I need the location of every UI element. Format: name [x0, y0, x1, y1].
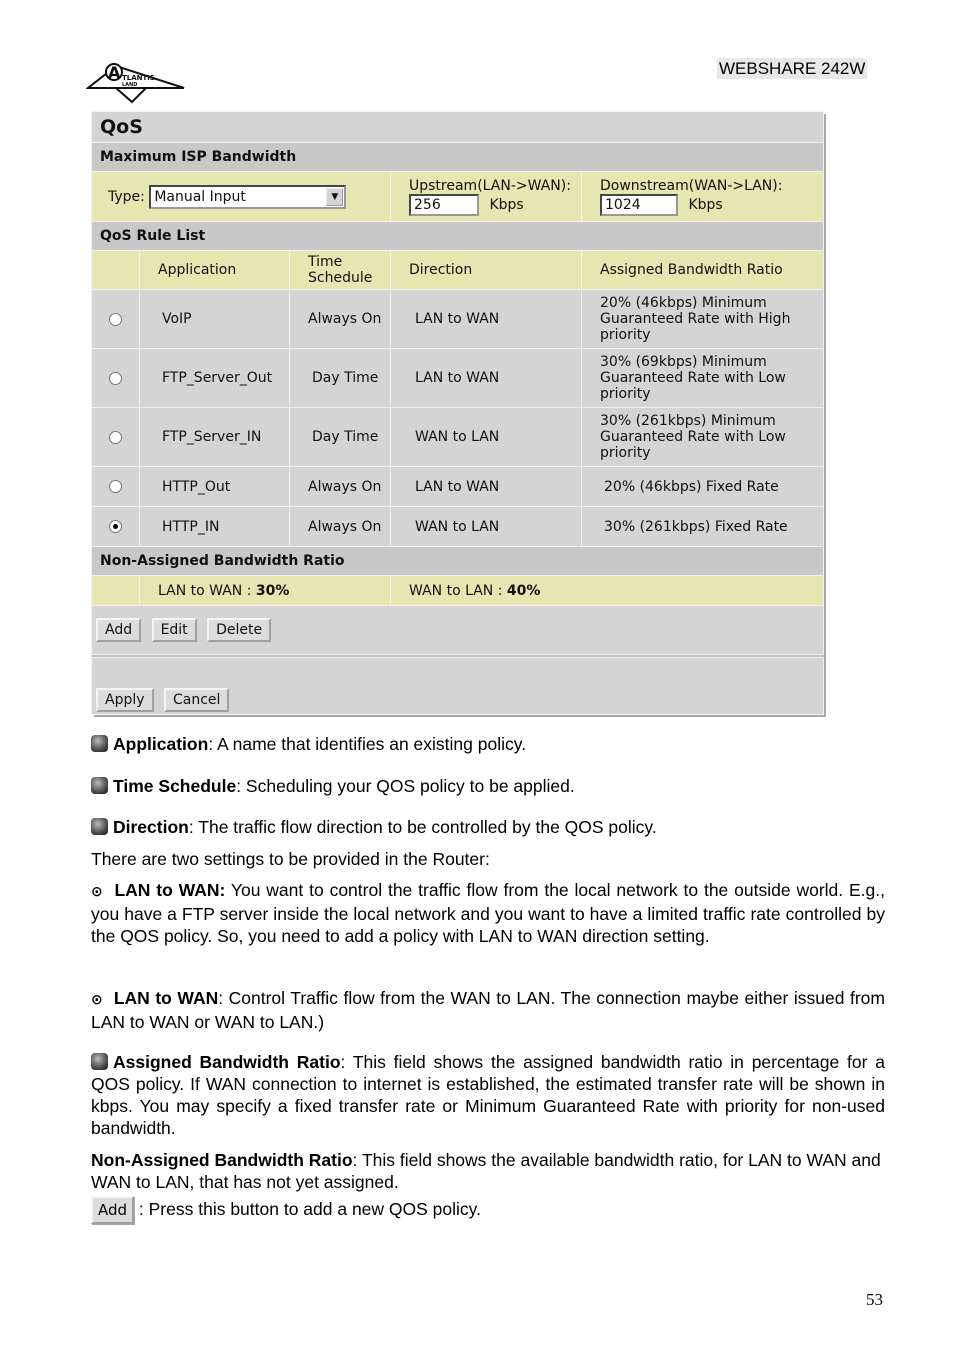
- rule-ratio: 30% (69kbps) Minimum Guaranteed Rate with Low priority: [582, 349, 824, 408]
- rule-radio[interactable]: [109, 480, 122, 493]
- round-bullet-icon: [91, 777, 108, 794]
- add-button-note: Add : Press this button to add a new QOS policy.: [91, 1196, 885, 1224]
- svg-text:LAND: LAND: [122, 82, 138, 88]
- rule-ratio: 30% (261kbps) Fixed Rate: [582, 507, 824, 547]
- rule-application: FTP_Server_Out: [140, 349, 290, 408]
- application-description: Application: A name that identifies an existing policy.: [91, 733, 885, 755]
- column-header: Application: [140, 251, 290, 290]
- rule-radio[interactable]: [109, 313, 122, 326]
- rule-application: VoIP: [140, 290, 290, 349]
- round-bullet-icon: [91, 735, 108, 752]
- table-row[interactable]: [92, 290, 824, 349]
- non-assigned-paragraph: Non-Assigned Bandwidth Ratio: This field shows the available bandwidth ratio, for LAN to WAN and WAN to LAN, that has not yet assigned.: [91, 1150, 881, 1192]
- rule-schedule: Day Time: [290, 349, 391, 408]
- two-settings-text: There are two settings to be provided in the Router:: [91, 849, 490, 869]
- panel-title: QoS: [92, 112, 824, 143]
- apply-button[interactable]: Apply: [96, 688, 154, 712]
- column-header: Direction: [391, 251, 582, 290]
- qos-rule-list-heading: QoS Rule List: [92, 222, 824, 251]
- edit-button[interactable]: Edit: [152, 618, 197, 642]
- round-bullet-icon: [91, 818, 108, 835]
- rule-application: FTP_Server_IN: [140, 408, 290, 467]
- rule-radio[interactable]: [109, 372, 122, 385]
- circle-dot-bullet-icon: ⊙: [91, 992, 103, 1008]
- rule-table-header: [92, 251, 824, 290]
- type-label: Type:: [108, 188, 145, 205]
- cancel-button[interactable]: Cancel: [164, 688, 229, 712]
- select-column-header: [92, 251, 140, 290]
- rule-schedule: Always On: [290, 467, 391, 507]
- table-row[interactable]: [92, 467, 824, 507]
- non-assigned-wan-to-lan: WAN to LAN : 40%: [391, 576, 824, 606]
- downstream-input[interactable]: 1024: [600, 194, 678, 216]
- upstream-unit: Kbps: [489, 196, 524, 213]
- table-row[interactable]: [92, 408, 824, 467]
- document-header-product: WEBSHARE 242W: [719, 59, 866, 78]
- rule-direction: WAN to LAN: [391, 507, 582, 547]
- round-bullet-icon: [91, 1053, 108, 1070]
- rule-schedule: Day Time: [290, 408, 391, 467]
- add-button[interactable]: Add: [96, 618, 141, 642]
- max-isp-bandwidth-heading: Maximum ISP Bandwidth: [92, 143, 824, 172]
- chevron-down-icon[interactable]: ▼: [326, 188, 343, 206]
- add-button-sample: Add: [91, 1196, 134, 1224]
- circle-dot-bullet-icon: ⊙: [91, 884, 103, 900]
- rule-schedule: Always On: [290, 290, 391, 349]
- table-row[interactable]: [92, 507, 824, 547]
- table-row[interactable]: [92, 349, 824, 408]
- downstream-unit: Kbps: [688, 196, 723, 213]
- rule-ratio: 20% (46kbps) Minimum Guaranteed Rate with High priority: [582, 290, 824, 349]
- page-number: 53: [866, 1290, 883, 1309]
- rule-radio-selected[interactable]: [109, 520, 122, 533]
- qos-panel: [91, 111, 823, 714]
- lan-to-wan-paragraph-1: ⊙ LAN to WAN: You want to control the traffic flow from the local network to the outside world. E.g., you have a FTP server inside the local network and you want to have a limited traffic rate controlled by the QOS policy. So, you need to add a policy with LAN to WAN direction setting.: [91, 880, 885, 946]
- lan-to-wan-paragraph-2: ⊙ LAN to WAN: Control Traffic flow from the WAN to LAN. The connection maybe either issued from LAN to WAN or WAN to LAN.): [91, 988, 885, 1032]
- rule-direction: WAN to LAN: [391, 408, 582, 467]
- column-header: Assigned Bandwidth Ratio: [582, 251, 824, 290]
- column-header: Time Schedule: [290, 251, 391, 290]
- assigned-ratio-paragraph: Assigned Bandwidth Ratio: This field shows the assigned bandwidth ratio in percentage for a QOS policy. If WAN connection to internet is established, the estimated transfer rate will be shown in kbps. You may specify a fixed transfer rate or Minimum Guaranteed Rate with priority for non-used bandwidth.: [91, 1052, 885, 1138]
- non-assigned-heading: Non-Assigned Bandwidth Ratio: [92, 547, 824, 576]
- delete-button[interactable]: Delete: [207, 618, 271, 642]
- rule-application: HTTP_IN: [140, 507, 290, 547]
- rule-direction: LAN to WAN: [391, 467, 582, 507]
- rule-ratio: 20% (46kbps) Fixed Rate: [582, 467, 824, 507]
- schedule-description: Time Schedule: Scheduling your QOS policy to be applied.: [91, 775, 885, 797]
- rule-schedule: Always On: [290, 507, 391, 547]
- rule-radio[interactable]: [109, 431, 122, 444]
- downstream-label: Downstream(WAN->LAN):: [600, 177, 783, 194]
- direction-description: Direction: The traffic flow direction to be controlled by the QOS policy.: [91, 816, 885, 838]
- atlantis-land-logo: [86, 58, 186, 104]
- upstream-label: Upstream(LAN->WAN):: [409, 177, 571, 194]
- svg-text:TLANTIS: TLANTIS: [122, 74, 155, 82]
- rule-direction: LAN to WAN: [391, 349, 582, 408]
- upstream-input[interactable]: 256: [409, 194, 479, 216]
- non-assigned-lan-to-wan: LAN to WAN : 30%: [140, 576, 391, 606]
- rule-ratio: 30% (261kbps) Minimum Guaranteed Rate with Low priority: [582, 408, 824, 467]
- rule-direction: LAN to WAN: [391, 290, 582, 349]
- rule-application: HTTP_Out: [140, 467, 290, 507]
- type-select[interactable]: Manual Input ▼: [149, 185, 346, 209]
- svg-text:A: A: [108, 63, 121, 82]
